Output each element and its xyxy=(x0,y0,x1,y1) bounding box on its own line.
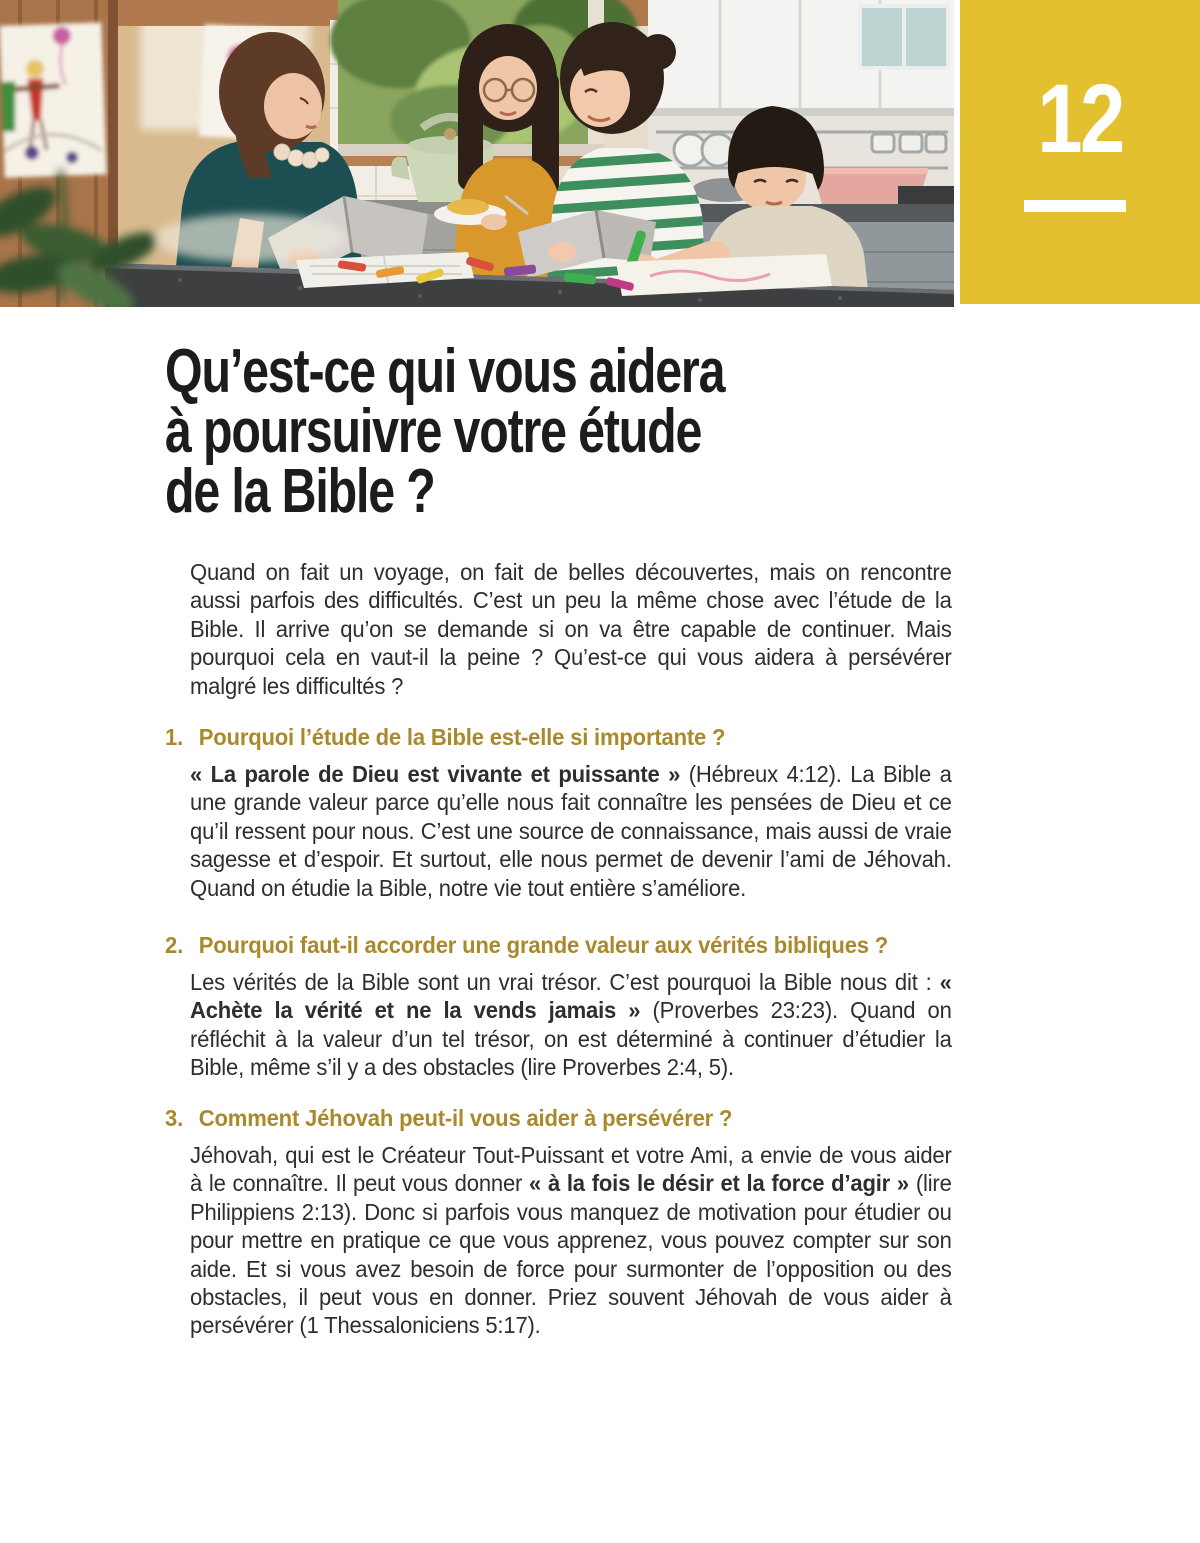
question-1-text: Pourquoi l’étude de la Bible est-elle si importante ? xyxy=(198,724,726,750)
page-title xyxy=(165,337,725,526)
question-1 xyxy=(165,723,1009,751)
question-3-number: 3. xyxy=(165,1105,184,1131)
answer-paragraph-3: Jéhovah, qui est le Créateur Tout-Puissant et votre Ami, a envie de vous aider à le connaître. Il peut vous donner « à la fois le désir et la force d’agir » (lire Philippiens 2:13). Donc si parfois vous manquez de motivation pour étudier ou pour mettre en pratique ce que vous apprenez, vous pouvez compter sur son aide. Et si vous avez besoin de force pour surmonter de l’opposition ou des obstacles, il peut vous en donner. Priez souvent Jéhovah de vous aider à persévérer (1 Thessaloniciens 5:17). xyxy=(190,1142,952,1339)
question-1-number: 1. xyxy=(165,724,184,750)
family-study-photo xyxy=(0,0,954,307)
answer-paragraph-2: Les vérités de la Bible sont un vrai trésor. C’est pourquoi la Bible nous dit : « Achète la vérité et ne la vends jamais » (Proverbes 23:23). Quand on réfléchit à la valeur d’un tel trésor, on est déterminé à continuer d’étudier la Bible, même s’il y a des obstacles (lire Proverbes 2:4, 5). xyxy=(190,969,952,1081)
question-2-number: 2. xyxy=(165,932,184,958)
question-3-text: Comment Jéhovah peut-il vous aider à persévérer ? xyxy=(198,1105,733,1131)
intro-paragraph: Quand on fait un voyage, on fait de belles découvertes, mais on rencontre aussi parfois des difficultés. C’est un peu la même chose avec l’étude de la Bible. Il arrive qu’on se demande si on va être capable de continuer. Mais pourquoi cela en vaut-il la peine ? Qu’est-ce qui vous aidera à persévérer malgré les difficultés ? xyxy=(190,559,952,699)
question-2-text: Pourquoi faut-il accorder une grande valeur aux vérités bibliques ? xyxy=(198,932,889,958)
page-title-line: de la Bible ? xyxy=(165,457,435,526)
question-2 xyxy=(165,931,1009,959)
answer-paragraph-1: « La parole de Dieu est vivante et puissante » (Hébreux 4:12). La Bible a une grande valeur parce qu’elle nous fait connaître les pensées de Dieu et ce qu’il ressent pour nous. C’est une source de connaissance, mais aussi de vraie sagesse et d’espoir. Et surtout, elle nous permet de devenir l’ami de Jéhovah. Quand on étudie la Bible, notre vie tout entière s’améliore. xyxy=(190,761,952,901)
page-title-line: à poursuivre votre étude xyxy=(165,397,702,466)
page-title-line: Qu’est-ce qui vous aidera xyxy=(165,337,725,406)
lesson-number-underline xyxy=(1024,200,1126,212)
child-drawing xyxy=(0,22,107,177)
question-3 xyxy=(165,1104,1009,1132)
lesson-number-block xyxy=(960,0,1200,304)
lesson-number: 12 xyxy=(1037,64,1123,173)
